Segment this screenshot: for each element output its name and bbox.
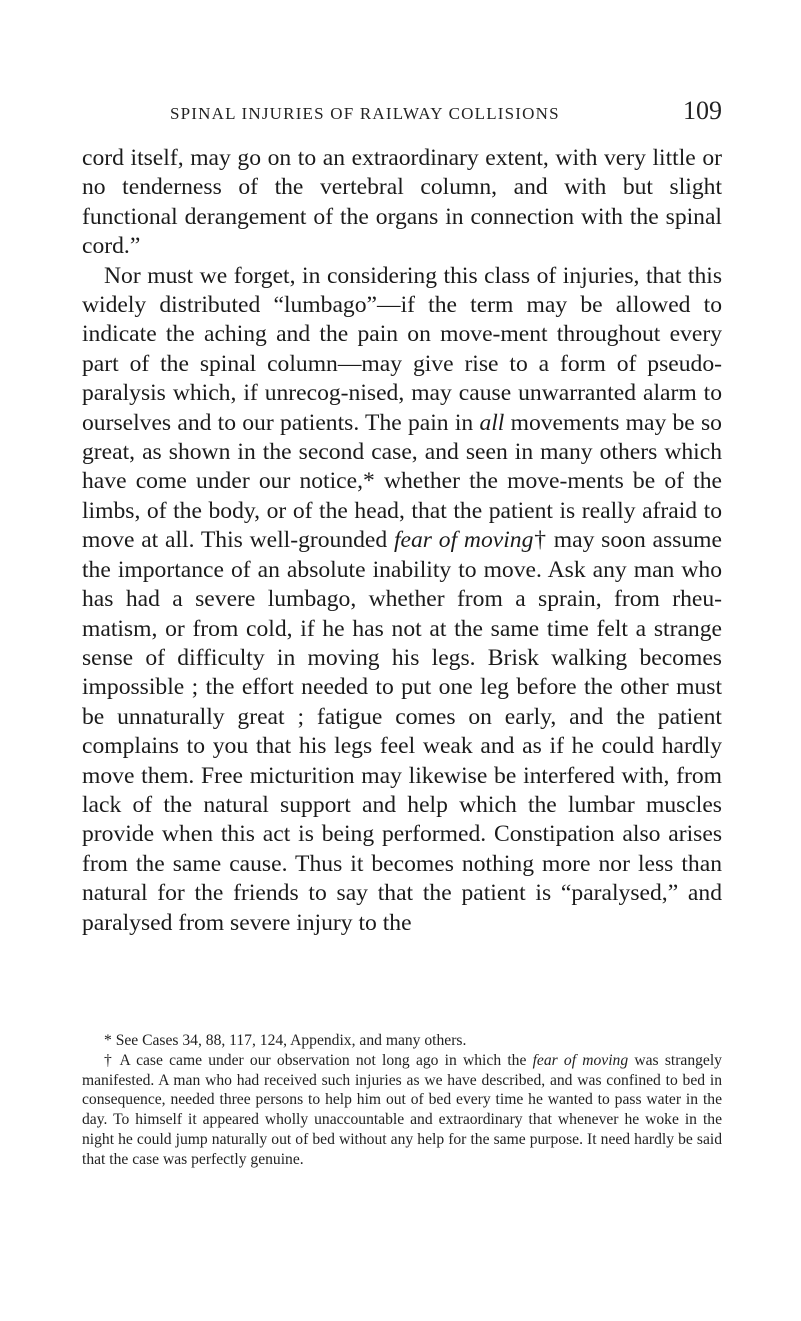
body-text <box>82 144 722 938</box>
paragraph-2 <box>82 262 722 938</box>
footnote-2-part-b: was strangely manifested. A man who had received such injuries as we have described, and was confined to bed in consequence, needed three persons to help him out of bed every time he wanted to pass water in the day. To himself it appeared wholly unaccountable and extraordinary that whenever he woke in the night he could jump naturally out of bed without any help for the same purpose. It need hardly be said that the case was perfectly genuine. <box>82 1051 722 1168</box>
paragraph-2-part-a: Nor must we forget, in considering this class of injuries, that this widely distributed “lumbago”—if the term may be allowed to indicate the aching and the pain on move-ment throughout every part of the spinal column—may give rise to a form of pseudo-paralysis which, if unrecog-nised, may cause unwarranted alarm to ourselves and to our patients. The pain in <box>82 262 722 436</box>
footnote-1: * See Cases 34, 88, 117, 124, Appendix, and many others. <box>104 1032 467 1049</box>
paragraph-2-part-b: movements may be so great, as shown in the second case, and seen in many others which have come under our notice,* whether the move-ments be of the limbs, of the body, or of the head, that the patient is really afraid to move at all. This well-grounded <box>82 409 722 554</box>
emphasis-fear-of-moving: fear of moving <box>393 527 534 554</box>
paragraph-1: cord itself, may go on to an extraordinary extent, with very little or no tenderness of the vertebral column, and with but slight functional derangement of the organs in connection with the spinal cord.” <box>82 145 722 260</box>
running-head: SPINAL INJURIES OF RAILWAY COLLISIONS <box>170 104 560 123</box>
emphasis-all: all <box>479 409 505 436</box>
footnotes <box>82 1031 722 1170</box>
paragraph-2-part-c: † may soon assume the importance of an absolute inability to move. Ask any man who has had a severe lumbago, whether from a sprain, from rheu-matism, or from cold, if he has not at the same time felt a strange sense of difficulty in moving his legs. Brisk walking becomes impossible ; the effort needed to put one leg before the other must be unnaturally great ; fatigue comes on early, and the patient complains to you that his legs feel weak and as if he could hardly move them. Free micturition may likewise be interfered with, from lack of the natural support and help which the lumbar muscles provide when this act is being performed. Constipation also arises from the same cause. Thus it becomes nothing more nor less than natural for the friends to say that the patient is “paralysed,” and paralysed from severe injury to the <box>82 527 722 936</box>
page-header <box>82 96 722 132</box>
footnote-2 <box>82 1051 722 1170</box>
footnote-2-emphasis: fear of moving <box>532 1051 629 1069</box>
page-number: 109 <box>683 96 722 125</box>
footnote-2-part-a: † A case came under our observation not long ago in which the <box>104 1051 533 1069</box>
